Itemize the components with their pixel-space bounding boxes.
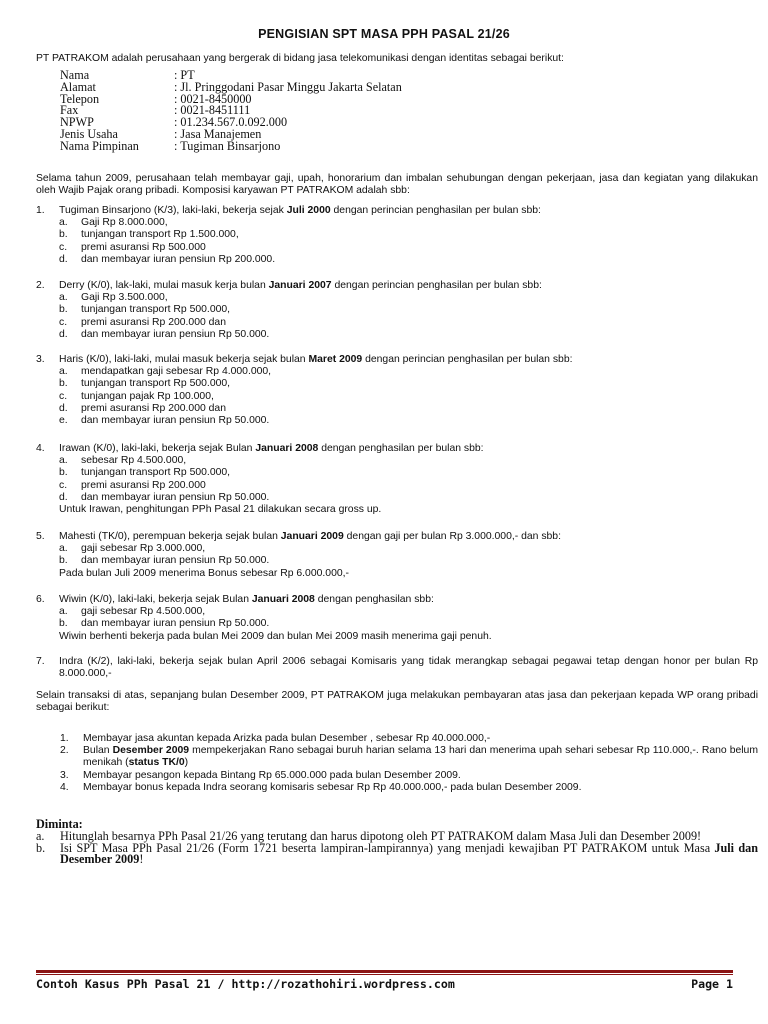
income-item xyxy=(36,555,758,567)
transaction-text: Membayar jasa akuntan kepada Arizka pada bulan Desember , sebesar Rp 40.000.000,- xyxy=(83,733,491,744)
identity-row xyxy=(60,138,402,153)
income-item-letter: e. xyxy=(59,415,68,427)
requirement-letter: a. xyxy=(36,828,45,843)
income-item xyxy=(36,480,758,492)
identity-value: : 01.234.567.0.092.000 xyxy=(174,115,288,130)
employee-heading xyxy=(36,443,758,455)
employee-number: 3. xyxy=(36,354,45,365)
employee-heading xyxy=(36,205,758,217)
employee-text: Derry (K/0), lak-laki, mulai masuk kerja bulan Januari 2007 dengan perincian penghasilan per bulan sbb: xyxy=(59,280,542,291)
income-item xyxy=(36,366,758,378)
income-item xyxy=(36,292,758,304)
income-item-letter: b. xyxy=(59,467,68,479)
transaction-bold: Desember 2009 xyxy=(112,745,190,757)
income-item xyxy=(36,455,758,467)
income-item-text: Gaji Rp 3.500.000, xyxy=(81,292,168,304)
income-item xyxy=(36,391,758,403)
income-item-text: dan membayar iuran pensiun Rp 50.000. xyxy=(81,491,270,503)
income-item-letter: c. xyxy=(59,390,68,402)
identity-key: Alamat xyxy=(60,79,96,94)
transaction-item xyxy=(60,745,758,769)
income-item-letter: a. xyxy=(59,217,68,229)
transaction-number: 3. xyxy=(60,769,69,781)
income-item-text: gaji sebesar Rp 3.000.000, xyxy=(81,543,206,555)
income-item xyxy=(36,329,758,341)
requirement-item xyxy=(36,840,758,867)
income-item-text: tunjangan transport Rp 500.000, xyxy=(81,467,231,479)
income-item-text: gaji sebesar Rp 4.500.000, xyxy=(81,606,206,618)
employee-text: Tugiman Binsarjono (K/3), laki-laki, bekerja sejak Juli 2000 dengan perincian penghasilan per bulan sbb: xyxy=(59,205,541,216)
employee-number: 4. xyxy=(36,443,45,454)
employee-item xyxy=(36,205,758,266)
other-transactions-list xyxy=(60,733,758,794)
income-item xyxy=(36,467,758,479)
identity-value: : 0021-8451111 xyxy=(174,103,251,118)
income-item-letter: b. xyxy=(59,555,68,567)
income-item-text: premi asuransi Rp 200.000 dan xyxy=(81,316,226,328)
income-item-text: dan membayar iuran pensiun Rp 50.000. xyxy=(81,415,270,427)
income-item xyxy=(36,242,758,254)
employee-number: 1. xyxy=(36,205,45,216)
transaction-item xyxy=(60,770,758,782)
transaction-number: 1. xyxy=(60,733,69,744)
employee-item xyxy=(36,531,758,580)
employee-start-date: Januari 2007 xyxy=(268,280,332,291)
income-item-text: premi asuransi Rp 500.000 xyxy=(81,241,206,253)
income-item-text: dan membayar iuran pensiun Rp 50.000. xyxy=(81,328,270,340)
income-item-text: mendapatkan gaji sebesar Rp 4.000.000, xyxy=(81,366,272,378)
employee-start-date: Juli 2000 xyxy=(286,205,331,216)
income-item xyxy=(36,606,758,618)
identity-value: : Jasa Manajemen xyxy=(174,126,262,141)
income-item-text: dan membayar iuran pensiun Rp 50.000. xyxy=(81,618,270,630)
identity-value: : Tugiman Binsarjono xyxy=(174,138,281,153)
income-item-letter: a. xyxy=(59,543,68,555)
income-item xyxy=(36,304,758,316)
transaction-item xyxy=(60,782,758,794)
employee-start-date: Januari 2008 xyxy=(255,443,319,454)
income-item xyxy=(36,317,758,329)
identity-value: : Jl. Pringgodani Pasar Minggu Jakarta Selatan xyxy=(174,79,402,94)
income-item xyxy=(36,543,758,555)
transaction-text: Membayar pesangon kepada Bintang Rp 65.000.000 pada bulan Desember 2009. xyxy=(83,769,461,781)
footer-rule-thin xyxy=(36,974,733,975)
page-number: Page 1 xyxy=(691,977,733,991)
income-item-text: tunjangan transport Rp 500.000, xyxy=(81,304,231,316)
employee-note: Pada bulan Juli 2009 menerima Bonus sebesar Rp 6.000.000,- xyxy=(59,567,349,579)
income-item-letter: d. xyxy=(59,491,68,503)
income-item-letter: a. xyxy=(59,292,68,304)
identity-key: Nama Pimpinan xyxy=(60,138,139,153)
income-item xyxy=(36,415,758,427)
income-item-text: premi asuransi Rp 200.000 xyxy=(81,479,206,491)
identity-key: Nama xyxy=(60,68,90,82)
employee-start-date: Januari 2008 xyxy=(251,594,315,605)
income-item-letter: c. xyxy=(59,316,68,328)
footer-rule xyxy=(36,970,733,973)
income-item-letter: a. xyxy=(59,366,68,378)
income-item-letter: d. xyxy=(59,253,68,265)
employee-note: Untuk Irawan, penghitungan PPh Pasal 21 dilakukan secara gross up. xyxy=(59,504,382,516)
employee-heading xyxy=(36,594,758,606)
income-item-text: premi asuransi Rp 200.000 dan xyxy=(81,402,226,414)
income-item-text: tunjangan pajak Rp 100.000, xyxy=(81,390,214,402)
employee-number: 2. xyxy=(36,280,45,291)
requirements-section xyxy=(36,819,758,866)
transaction-item xyxy=(60,733,758,745)
identity-key: Fax xyxy=(60,103,79,118)
income-item-letter: b. xyxy=(59,229,68,241)
other-transactions-intro: Selain transaksi di atas, sepanjang bulan Desember 2009, PT PATRAKOM juga melakukan pembayaran atas jasa dan pekerjaan kepada WP orang pribadi sebagai berikut: xyxy=(36,690,758,714)
employee-heading xyxy=(36,280,758,292)
employee-number: 5. xyxy=(36,531,45,542)
requirement-bold: Juli dan Desember 2009 xyxy=(60,840,758,867)
employee-text: Indra (K/2), laki-laki, bekerja sejak bulan April 2006 sebagai Komisaris yang tidak merangkap sebagai pegawai tetap dengan honor per bulan Rp 8.000.000,- xyxy=(59,656,758,680)
employee-note: Wiwin berhenti bekerja pada bulan Mei 2009 dan bulan Mei 2009 masih menerima gaji penuh. xyxy=(59,630,492,642)
income-item-text: tunjangan transport Rp 500.000, xyxy=(81,378,231,390)
transaction-bold: status TK/0 xyxy=(128,757,185,769)
transaction-text: Membayar bonus kepada Indra seorang komisaris sebesar Rp Rp 40.000.000,- pada bulan Desember 2009. xyxy=(83,781,582,793)
identity-key: Jenis Usaha xyxy=(60,126,118,141)
income-item-text: dan membayar iuran pensiun Rp 50.000. xyxy=(81,555,270,567)
identity-table xyxy=(60,70,402,153)
income-item-letter: c. xyxy=(59,241,68,253)
intro-paragraph: PT PATRAKOM adalah perusahaan yang bergerak di bidang jasa telekomunikasi dengan identitas sebagai berikut: xyxy=(36,53,564,64)
income-item xyxy=(36,492,758,504)
identity-value: : PT xyxy=(174,68,195,82)
income-item-text: Gaji Rp 8.000.000, xyxy=(81,217,168,229)
requirement-text: Hitunglah besarnya PPh Pasal 21/26 yang terutang dan harus dipotong oleh PT PATRAKOM dalam Masa Juli dan Desember 2009! xyxy=(60,828,702,843)
income-item-letter: d. xyxy=(59,328,68,340)
employee-text: Haris (K/0), laki-laki, mulai masuk bekerja sejak bulan Maret 2009 dengan perincian penghasilan per bulan sbb: xyxy=(59,354,573,365)
page-footer xyxy=(36,977,733,991)
income-item xyxy=(36,229,758,241)
income-item xyxy=(36,217,758,229)
income-item xyxy=(36,618,758,630)
employee-start-date: Januari 2009 xyxy=(280,531,344,542)
income-item-letter: b. xyxy=(59,378,68,390)
income-item-text: sebesar Rp 4.500.000, xyxy=(81,455,187,467)
income-item-letter: b. xyxy=(59,618,68,630)
income-item-letter: b. xyxy=(59,304,68,316)
income-item-letter: a. xyxy=(59,606,68,618)
income-item-letter: d. xyxy=(59,402,68,414)
income-item xyxy=(36,403,758,415)
employee-text: Irawan (K/0), laki-laki, bekerja sejak Bulan Januari 2008 dengan penghasilan per bulan sbb: xyxy=(59,443,484,454)
requirement-text: Isi SPT Masa PPh Pasal 21/26 (Form 1721 beserta lampiran-lampirannya) yang menjadi kewajiban PT PATRAKOM untuk Masa Juli dan Desember 2009! xyxy=(60,840,758,867)
employee-number: 7. xyxy=(36,656,45,667)
transaction-text: Bulan Desember 2009 mempekerjakan Rano sebagai buruh harian selama 13 hari dan menerima upah sehari sebesar Rp 110.000,-. Rano belum menikah (status TK/0) xyxy=(83,745,758,769)
employee-item xyxy=(36,354,758,427)
income-item-letter: c. xyxy=(59,479,68,491)
employee-heading xyxy=(36,531,758,543)
transaction-number: 4. xyxy=(60,781,69,793)
employee-text: Wiwin (K/0), laki-laki, bekerja sejak Bulan Januari 2008 dengan penghasilan sbb: xyxy=(59,594,434,605)
employee-item xyxy=(36,656,758,680)
identity-value: : 0021-8450000 xyxy=(174,91,252,106)
lead-paragraph: Selama tahun 2009, perusahaan telah membayar gaji, upah, honorarium dan imbalan sehubungan dengan pekerjaan, jasa dan kegiatan yang dilakukan oleh Wajib Pajak orang pribadi. Komposisi karyawan PT PATRAKOM adalah sbb: xyxy=(36,173,758,197)
income-item xyxy=(36,378,758,390)
footer-source: Contoh Kasus PPh Pasal 21 / http://rozathohiri.wordpress.com xyxy=(36,977,455,991)
income-item xyxy=(36,254,758,266)
employee-text: Mahesti (TK/0), perempuan bekerja sejak bulan Januari 2009 dengan gaji per bulan Rp 3.000.000,- dan sbb: xyxy=(59,531,561,542)
employee-item xyxy=(36,280,758,341)
employee-item xyxy=(36,443,758,516)
employee-start-date: Maret 2009 xyxy=(308,354,363,365)
employee-item xyxy=(36,594,758,643)
employee-heading xyxy=(36,656,758,680)
transaction-number: 2. xyxy=(60,745,69,757)
employee-heading xyxy=(36,354,758,366)
identity-key: Telepon xyxy=(60,91,100,106)
requirement-letter: b. xyxy=(36,840,46,855)
employee-number: 6. xyxy=(36,594,45,605)
income-item-text: tunjangan transport Rp 1.500.000, xyxy=(81,229,239,241)
income-item-letter: a. xyxy=(59,455,68,467)
identity-key: NPWP xyxy=(60,115,94,130)
page-title: PENGISIAN SPT MASA PPH PASAL 21/26 xyxy=(258,27,510,41)
income-item-text: dan membayar iuran pensiun Rp 200.000. xyxy=(81,253,276,265)
requirements-heading: Diminta: xyxy=(36,817,83,831)
